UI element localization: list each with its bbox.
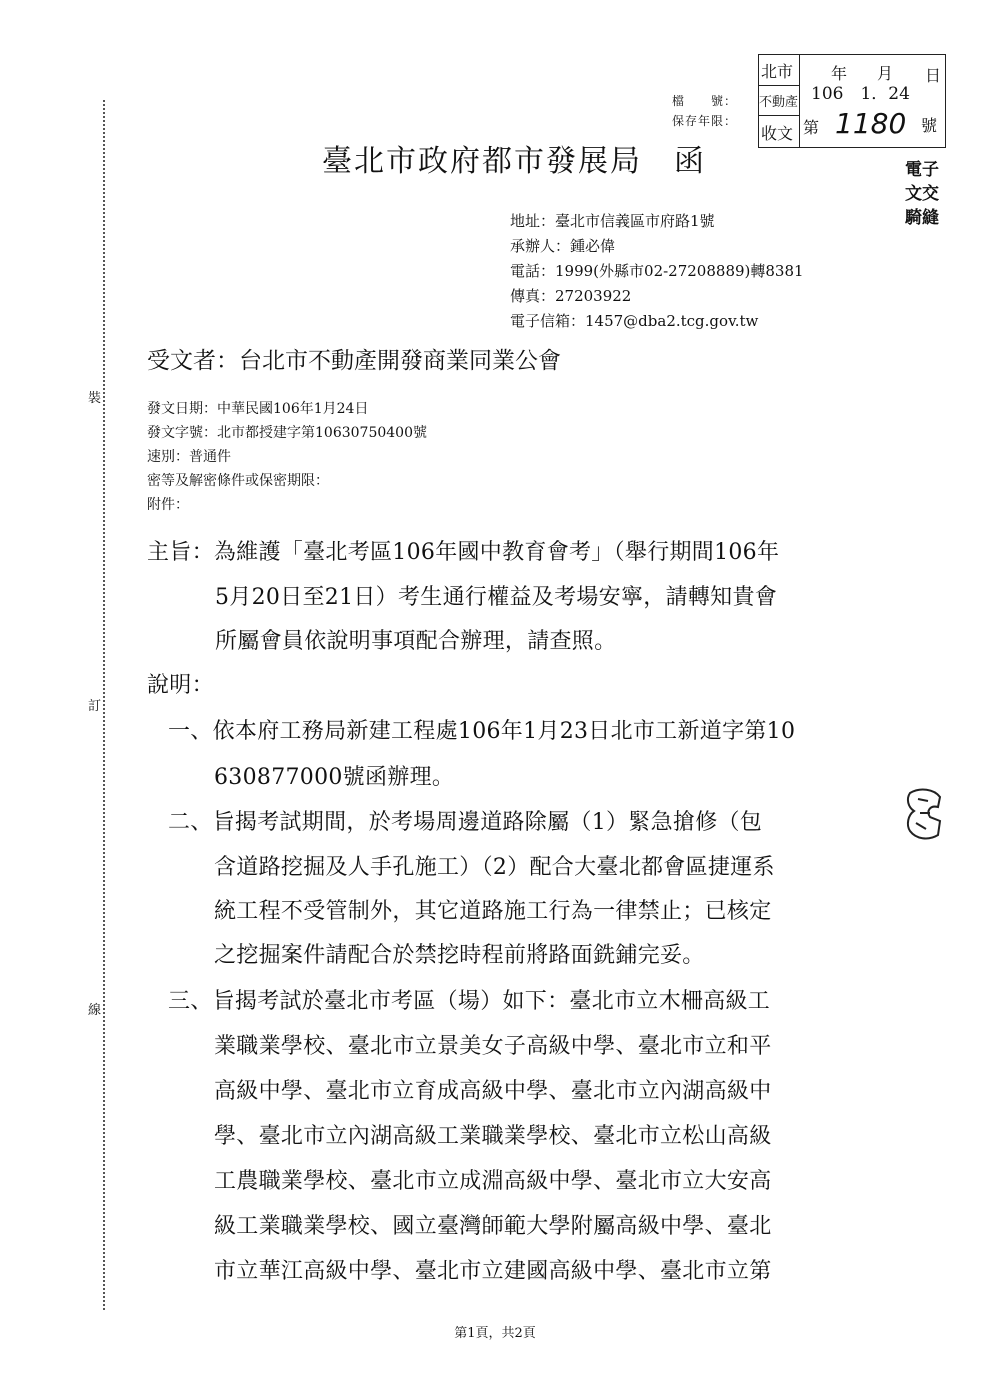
stamp-org-line3: 收文	[761, 124, 794, 143]
item-3-line-3: 高級中學、臺北市立育成高級中學、臺北市立內湖高級中	[214, 1079, 772, 1104]
item-1-line-1: 一、依本府工務局新建工程處106年1月23日北市工新道字第10	[168, 719, 796, 744]
stamp-number-prefix: 第	[803, 118, 820, 137]
binding-mark-zhuang: 裝	[88, 385, 101, 408]
stamp-day-label: 日	[925, 66, 942, 85]
binding-line	[103, 100, 105, 1310]
page-number: 第1頁，共2頁	[454, 1326, 536, 1341]
stamp-year-label: 年	[831, 64, 848, 83]
stamp-month-label: 月	[877, 64, 894, 83]
contact-email: 電子信箱：1457@dba2.tcg.gov.tw	[510, 312, 759, 330]
binding-mark-ding: 訂	[88, 693, 101, 716]
recipient: 受文者：台北市不動產開發商業同業公會	[147, 348, 561, 374]
contact-fax: 傳真：27203922	[510, 287, 632, 305]
stamp-org-line2: 不動產	[759, 95, 799, 110]
item-3-line-6: 級工業職業學校、國立臺灣師範大學附屬高級中學、臺北	[214, 1214, 772, 1239]
subject-line-2: 5月20日至21日）考生通行權益及考場安寧，請轉知貴會	[215, 585, 778, 610]
item-1-line-2: 630877000號函辦理。	[214, 765, 455, 790]
subject-line-3: 所屬會員依說明事項配合辦理，請查照。	[215, 629, 617, 654]
security-level: 密等及解密條件或保密期限：	[147, 473, 329, 489]
stamp-date-value: 106 1．24	[811, 84, 910, 104]
binding-mark-xian: 線	[88, 997, 101, 1020]
stamp-org-line1: 北市	[761, 62, 794, 81]
item-3-line-4: 學、臺北市立內湖高級工業職業學校、臺北市立松山高級	[214, 1124, 772, 1149]
item-3-line-2: 業職業學校、臺北市立景美女子高級中學、臺北市立和平	[214, 1034, 772, 1059]
stamp-number-suffix: 號	[921, 116, 938, 135]
item-3-line-7: 市立華江高級中學、臺北市立建國高級中學、臺北市立第	[214, 1259, 772, 1284]
document-number: 發文字號：北市都授建字第10630750400號	[147, 425, 427, 441]
contact-address: 地址：臺北市信義區市府路1號	[510, 212, 715, 230]
seam-seal-mark	[900, 785, 948, 845]
item-2-line-4: 之挖掘案件請配合於禁挖時程前將路面銑鋪完妥。	[214, 943, 705, 968]
item-2-line-3: 統工程不受管制外，其它道路施工行為一律禁止；已核定	[214, 899, 772, 924]
contact-phone: 電話：1999(外縣市02-27208889)轉8381	[510, 262, 804, 280]
issue-date: 發文日期：中華民國106年1月24日	[147, 401, 369, 417]
stamp-number-value: 1180	[835, 107, 907, 140]
item-2-line-2: 含道路挖掘及人手孔施工）（2）配合大臺北都會區捷運系	[214, 855, 775, 880]
item-2-line-1: 二、旨揭考試期間，於考場周邊道路除屬（1）緊急搶修（包	[168, 810, 763, 835]
retention-period-label: 保存年限：	[672, 114, 738, 128]
contact-handler: 承辦人：鍾必偉	[510, 237, 616, 255]
electronic-seam-stamp: 電子 文交 騎縫	[905, 160, 939, 228]
document-title: 臺北市政府都市發展局 函	[322, 144, 706, 179]
item-3-line-5: 工農職業學校、臺北市立成淵高級中學、臺北市立大安高	[214, 1169, 772, 1194]
item-3-line-1: 三、旨揭考試於臺北市考區（場）如下：臺北市立木柵高級工	[168, 989, 771, 1014]
file-number-label: 檔 號：	[672, 94, 738, 108]
delivery-speed: 速別：普通件	[147, 449, 231, 465]
receipt-stamp	[758, 54, 946, 148]
explanation-label: 說明：	[147, 673, 214, 698]
subject-line-1: 主旨：為維護「臺北考區106年國中教育會考」（舉行期間106年	[147, 540, 780, 565]
attachment: 附件：	[147, 497, 189, 513]
